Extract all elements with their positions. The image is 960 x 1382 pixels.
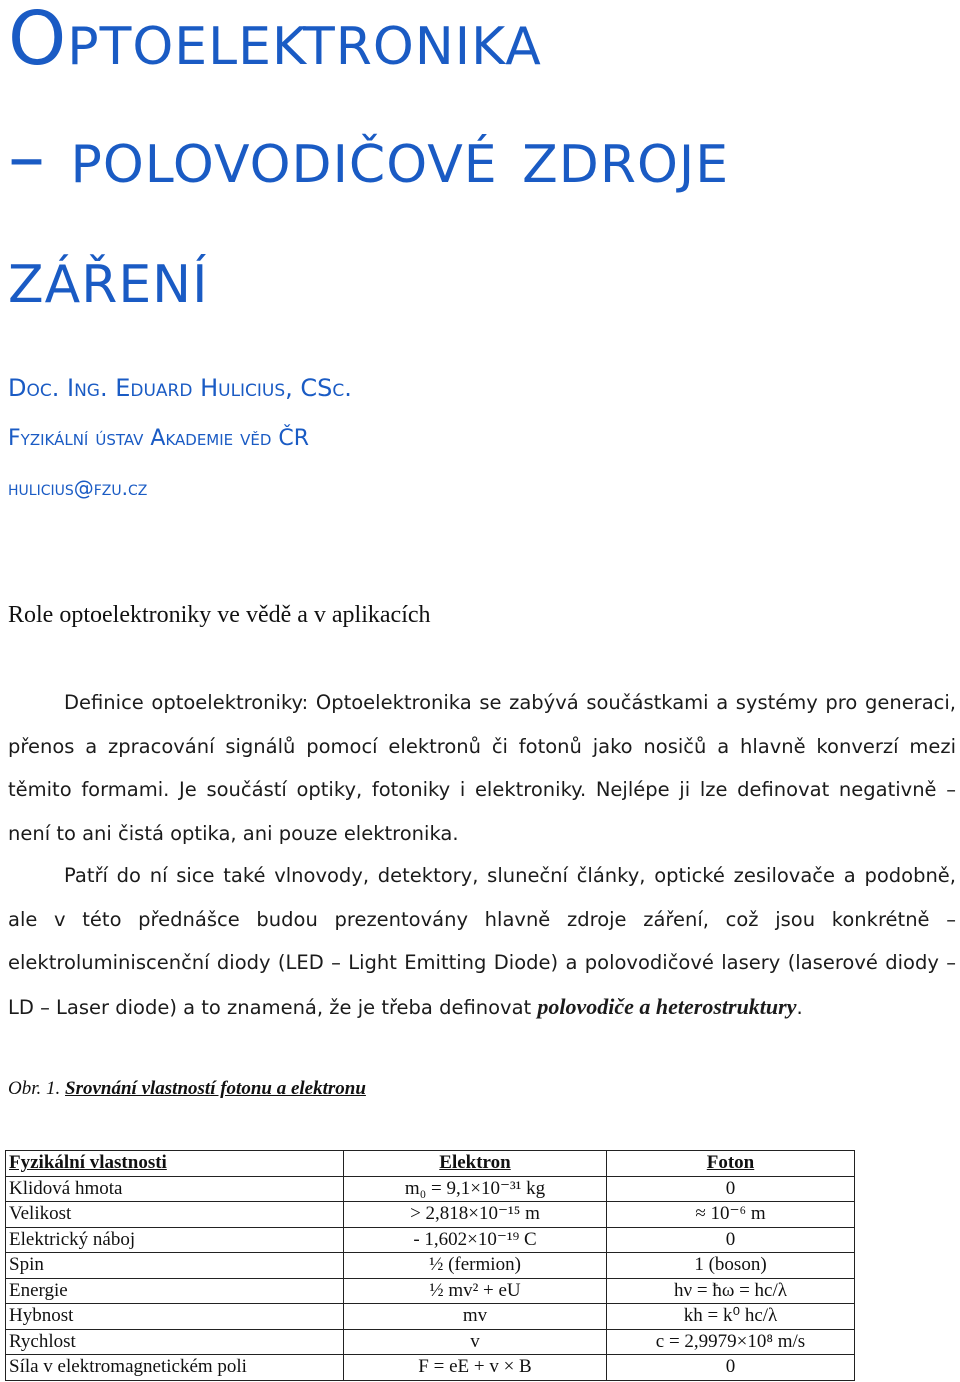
paragraph-scope <box>8 854 956 1029</box>
table-cell: Hybnost <box>6 1304 344 1330</box>
table-cell: m₀ = 9,1×10⁻³¹ kg <box>344 1176 607 1202</box>
figure-number: Obr. 1. <box>8 1078 61 1099</box>
table-row <box>6 1202 855 1228</box>
table-row <box>6 1355 855 1381</box>
table-header-cell: Elektron <box>344 1151 607 1177</box>
table-row <box>6 1278 855 1304</box>
figure-caption <box>8 1078 366 1100</box>
table-cell: F = eE + v × B <box>344 1355 607 1381</box>
title-line-2: – polovodičové zdroje <box>8 114 730 200</box>
title-line-1: Optoelektronika <box>8 0 542 82</box>
table-row <box>6 1227 855 1253</box>
table-row <box>6 1176 855 1202</box>
table-row <box>6 1329 855 1355</box>
paragraph-definition: Definice optoelektroniky: Optoelektronika se zabývá součástkami a systémy pro generaci, přenos a zpracování signálů pomocí elektronů či fotonů jako nosičů a hlavně konverzí mezi těmito formami. Je součástí optiky, fotoniky i elektroniky. Nejlépe ji lze definovat negativně – není to ani čistá optika, ani pouze elektronika. <box>8 691 956 845</box>
title-line-3: záření <box>8 234 209 320</box>
table-row <box>6 1253 855 1279</box>
table-header-cell: Fyzikální vlastnosti <box>6 1151 344 1177</box>
paragraph-scope-text: Patří do ní sice také vlnovody, detektory, sluneční články, optické zesilovače a podobně, ale v této přednášce budou prezentovány hlavně zdroje záření, což jsou konkrétně – elektroluminiscenční diody (LED – Light Emitting Diode) a polovodičové lasery (laserové diody – LD – Laser diode) a to znamená, že je třeba definovat <box>8 864 956 1019</box>
table-row <box>6 1304 855 1330</box>
table-cell: Energie <box>6 1278 344 1304</box>
paragraph-scope-emphasis: polovodiče a heterostruktury <box>537 993 797 1019</box>
table-header-cell: Foton <box>607 1151 855 1177</box>
table-cell: mv <box>344 1304 607 1330</box>
table-cell: Síla v elektromagnetickém poli <box>6 1355 344 1381</box>
paragraph-scope-end: . <box>796 995 803 1019</box>
section-heading: Role optoelektroniky ve vědě a v aplikacích <box>8 602 431 628</box>
table-cell: v <box>344 1329 607 1355</box>
table-cell: 1 (boson) <box>607 1253 855 1279</box>
figure-title: Srovnání vlastností fotonu a elektronu <box>65 1078 366 1099</box>
table-cell: c = 2,9979×10⁸ m/s <box>607 1329 855 1355</box>
table-cell: ≈ 10⁻⁶ m <box>607 1202 855 1228</box>
table-header-row <box>6 1151 855 1177</box>
table-cell: ½ mv² + eU <box>344 1278 607 1304</box>
table-cell: kh = k⁰ hc/λ <box>607 1304 855 1330</box>
table-cell: Velikost <box>6 1202 344 1228</box>
comparison-table <box>5 1150 855 1381</box>
table-cell: > 2,818×10⁻¹⁵ m <box>344 1202 607 1228</box>
author-name: Doc. Ing. Eduard Hulicius, CSc. <box>8 374 352 402</box>
table-cell: - 1,602×10⁻¹⁹ C <box>344 1227 607 1253</box>
table-cell: Klidová hmota <box>6 1176 344 1202</box>
table-cell: Elektrický náboj <box>6 1227 344 1253</box>
table-cell: ½ (fermion) <box>344 1253 607 1279</box>
table-cell: Spin <box>6 1253 344 1279</box>
table-cell: 0 <box>607 1227 855 1253</box>
table-cell: hν = ħω = hc/λ <box>607 1278 855 1304</box>
author-email: hulicius@fzu.cz <box>8 476 148 500</box>
table-cell: Rychlost <box>6 1329 344 1355</box>
table-cell: 0 <box>607 1355 855 1381</box>
table-cell: 0 <box>607 1176 855 1202</box>
author-institute: Fyzikální ústav Akademie věd ČR <box>8 426 310 451</box>
